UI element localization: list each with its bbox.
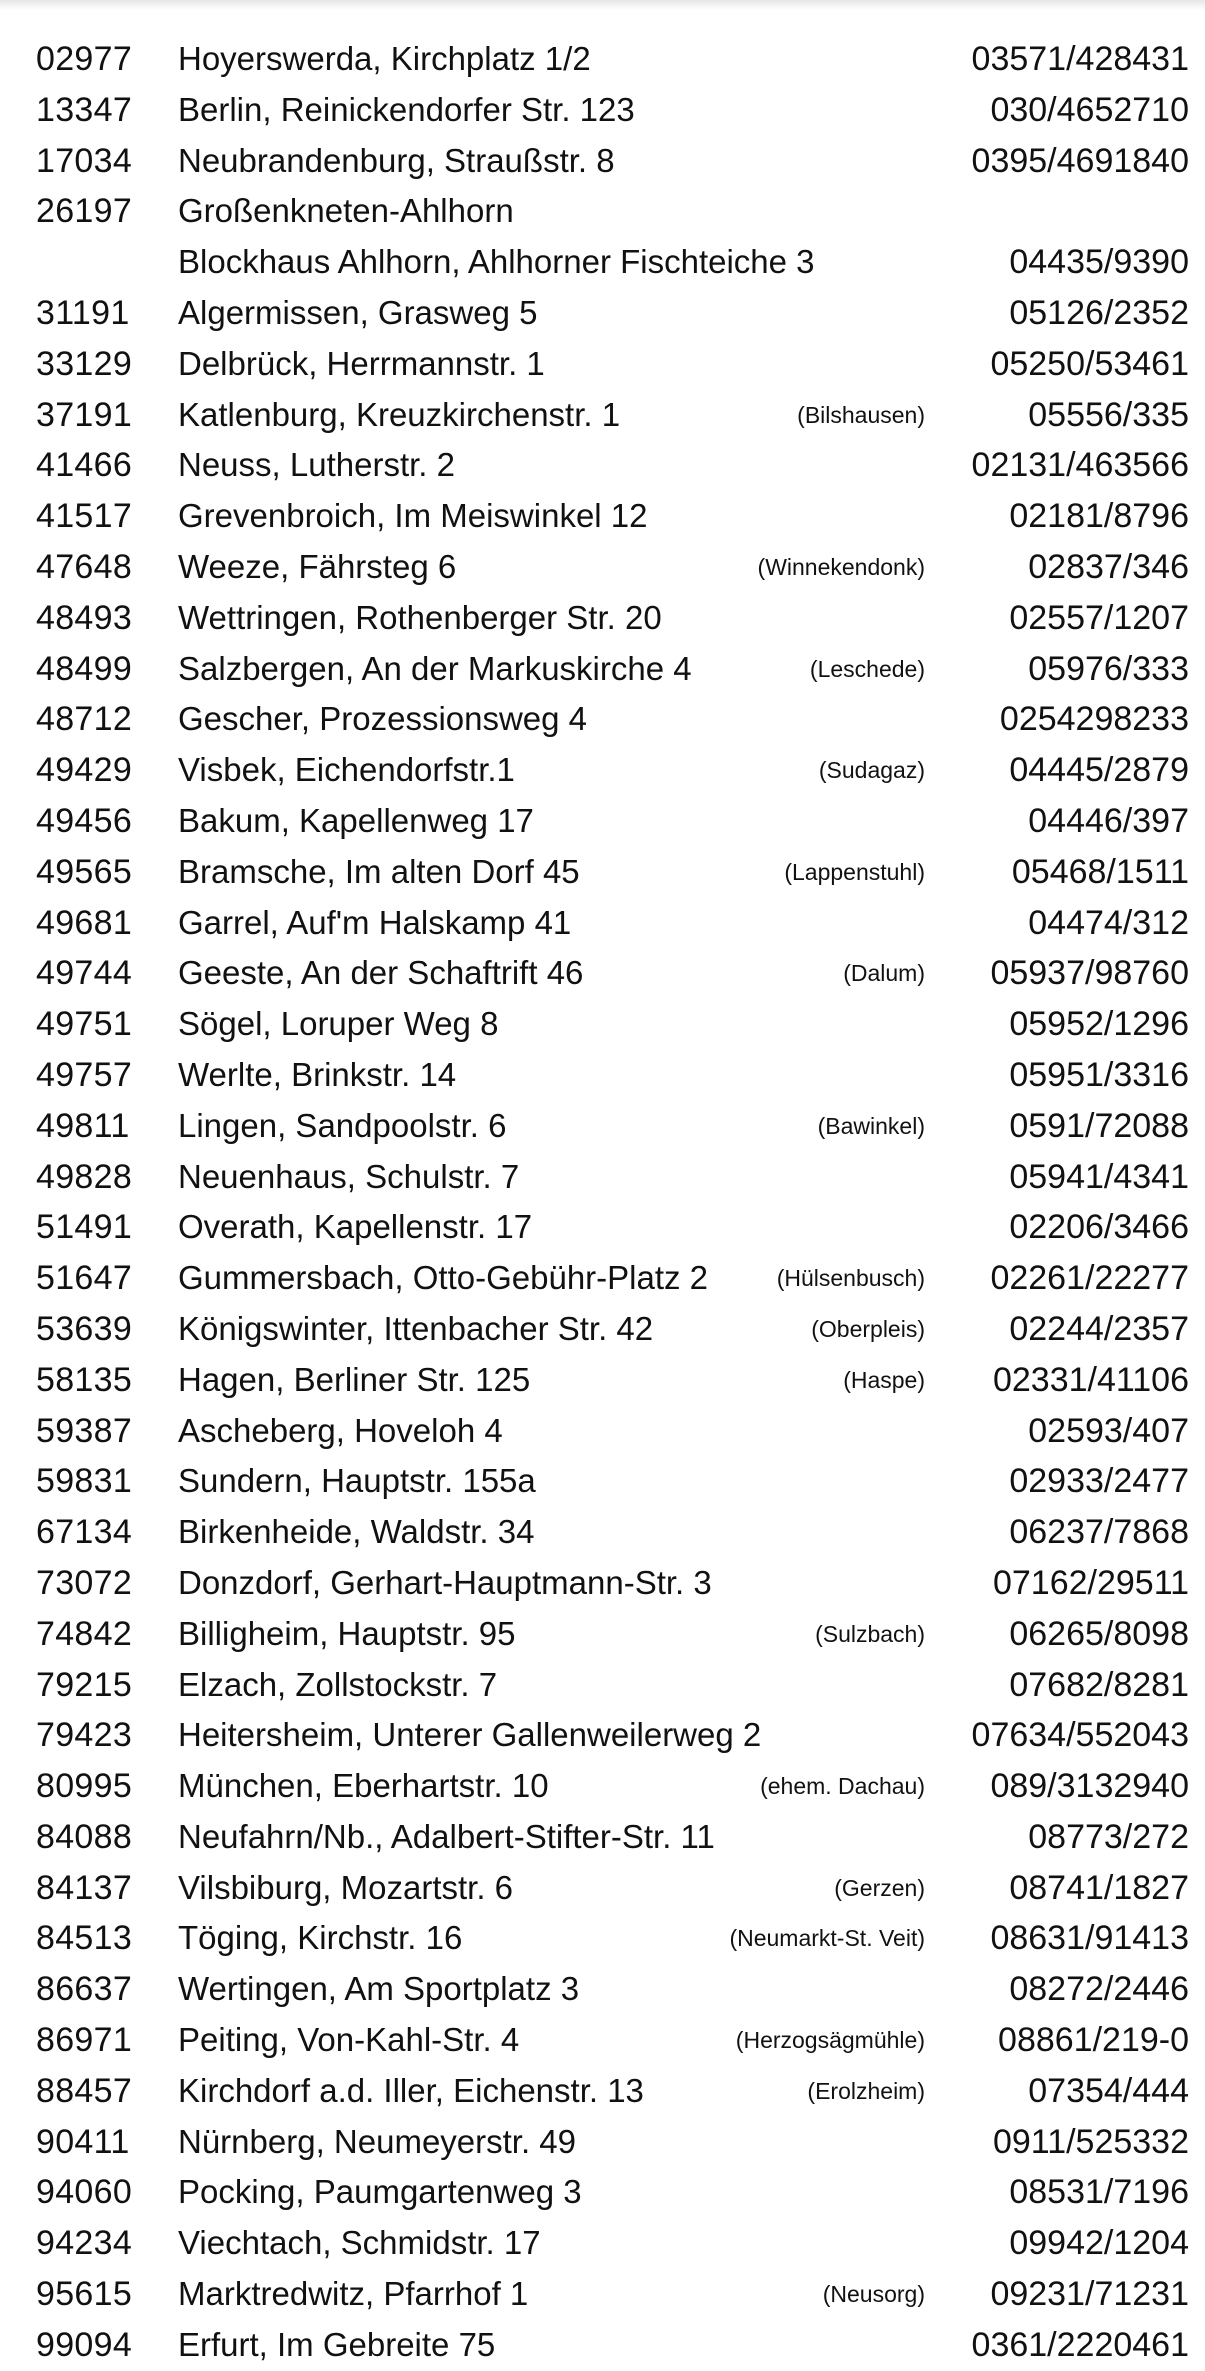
district-note: (Winnekendonk) (757, 553, 925, 580)
address-text: Hagen, Berliner Str. 125 (178, 1360, 531, 1398)
address-text: Viechtach, Schmidstr. 17 (178, 2224, 541, 2262)
postal-code: 49828 (36, 1157, 133, 1196)
postal-code: 49757 (36, 1055, 133, 1094)
address-row (0, 796, 1205, 847)
district-note: (Lappenstuhl) (784, 858, 925, 885)
phone-number: 05941/4341 (1009, 1157, 1189, 1196)
district-note: (Erolzheim) (807, 2077, 925, 2104)
phone-number: 08773/272 (1028, 1817, 1189, 1856)
postal-code: 26197 (36, 192, 133, 231)
address-text: Sundern, Hauptstr. 155a (178, 1462, 536, 1500)
address-row (0, 1913, 1205, 1964)
address-text: Erfurt, Im Gebreite 75 (178, 2325, 496, 2363)
postal-code: 94234 (36, 2224, 133, 2263)
postal-code: 58135 (36, 1360, 133, 1399)
postal-code: 51647 (36, 1259, 133, 1298)
postal-code: 02977 (36, 40, 133, 78)
phone-number: 02593/407 (1028, 1411, 1189, 1450)
phone-number: 04446/397 (1028, 801, 1189, 840)
address-row (0, 1304, 1205, 1355)
postal-code: 99094 (36, 2325, 133, 2364)
address-text: Nürnberg, Neumeyerstr. 49 (178, 2122, 577, 2160)
address-text: Gescher, Prozessionsweg 4 (178, 700, 588, 738)
postal-code: 48493 (36, 598, 133, 637)
address-text: Peiting, Von-Kahl-Str. 4 (178, 2021, 520, 2059)
address-text: Birkenheide, Waldstr. 34 (178, 1513, 535, 1551)
address-row (0, 440, 1205, 491)
address-text: Berlin, Reinickendorfer Str. 123 (178, 90, 635, 128)
postal-code: 49429 (36, 751, 133, 790)
address-row (0, 186, 1205, 237)
address-text: Marktredwitz, Pfarrhof 1 (178, 2275, 529, 2313)
address-row (0, 1710, 1205, 1761)
phone-number: 08272/2446 (1009, 1970, 1189, 2009)
phone-number: 08631/91413 (990, 1919, 1189, 1958)
phone-number: 02557/1207 (1009, 598, 1189, 637)
address-row (0, 1253, 1205, 1304)
address-row (0, 2015, 1205, 2066)
postal-code: 41466 (36, 446, 133, 485)
address-text: Neuenhaus, Schulstr. 7 (178, 1157, 520, 1195)
postal-code: 73072 (36, 1563, 133, 1602)
postal-code: 41517 (36, 497, 133, 536)
address-list (0, 34, 1205, 2371)
district-note: (Oberpleis) (811, 1315, 925, 1342)
address-row (0, 34, 1205, 85)
postal-code: 49751 (36, 1005, 133, 1044)
address-text: Billigheim, Hauptstr. 95 (178, 1614, 516, 1652)
postal-code: 59387 (36, 1411, 133, 1450)
address-text: Werlte, Brinkstr. 14 (178, 1055, 457, 1093)
district-note: (Dalum) (843, 960, 925, 987)
address-text: Grevenbroich, Im Meiswinkel 12 (178, 497, 648, 535)
scan-top-edge (0, 0, 1205, 10)
address-row (0, 1101, 1205, 1152)
postal-code: 84137 (36, 1868, 133, 1907)
address-text: Töging, Kirchstr. 16 (178, 1919, 463, 1957)
phone-number: 03571/428431 (971, 40, 1189, 78)
address-row (0, 339, 1205, 390)
phone-number: 04435/9390 (1009, 243, 1189, 282)
phone-number: 05976/333 (1028, 649, 1189, 688)
postal-code: 48499 (36, 649, 133, 688)
phone-number: 05556/335 (1028, 395, 1189, 434)
address-row (0, 2117, 1205, 2168)
address-text: Hoyerswerda, Kirchplatz 1/2 (178, 40, 591, 77)
postal-code: 79423 (36, 1716, 133, 1755)
postal-code: 59831 (36, 1462, 133, 1501)
postal-code: 48712 (36, 700, 133, 739)
address-row (0, 1152, 1205, 1203)
address-text: Katlenburg, Kreuzkirchenstr. 1 (178, 395, 621, 433)
phone-number: 08531/7196 (1009, 2173, 1189, 2212)
postal-code: 37191 (36, 395, 133, 434)
phone-number: 06265/8098 (1009, 1614, 1189, 1653)
phone-number: 02331/41106 (992, 1360, 1189, 1399)
address-row (0, 2269, 1205, 2320)
address-text: Salzbergen, An der Markuskirche 4 (178, 649, 692, 687)
address-text: Neufahrn/Nb., Adalbert-Stifter-Str. 11 (178, 1817, 715, 1855)
address-text: Algermissen, Grasweg 5 (178, 293, 538, 331)
address-row (0, 1660, 1205, 1711)
address-row (0, 136, 1205, 187)
postal-code: 47648 (36, 547, 133, 586)
postal-code: 13347 (36, 90, 133, 129)
postal-code: 94060 (36, 2173, 133, 2212)
address-text: Visbek, Eichendorfstr.1 (178, 751, 515, 789)
address-text: Bramsche, Im alten Dorf 45 (178, 852, 580, 890)
district-note: (Herzogsägmühle) (735, 2027, 925, 2054)
address-row (0, 1406, 1205, 1457)
postal-code: 90411 (36, 2122, 130, 2161)
address-text: Wertingen, Am Sportplatz 3 (178, 1970, 580, 2008)
address-text: Garrel, Auf'm Halskamp 41 (178, 903, 572, 941)
phone-number: 089/3132940 (990, 1767, 1189, 1806)
address-text: Overath, Kapellenstr. 17 (178, 1208, 533, 1246)
address-row (0, 288, 1205, 339)
address-row (0, 1558, 1205, 1609)
address-row (0, 1355, 1205, 1406)
address-text: Neuss, Lutherstr. 2 (178, 446, 455, 484)
district-note: (Sulzbach) (815, 1620, 925, 1647)
address-row (0, 491, 1205, 542)
postal-code: 49744 (36, 954, 133, 993)
address-row (0, 2167, 1205, 2218)
phone-number: 02837/346 (1028, 547, 1189, 586)
address-row (0, 2320, 1205, 2371)
phone-number: 0591/72088 (1009, 1106, 1189, 1145)
address-row (0, 898, 1205, 949)
address-row (0, 1202, 1205, 1253)
address-text: Donzdorf, Gerhart-Hauptmann-Str. 3 (178, 1563, 712, 1601)
address-row (0, 1456, 1205, 1507)
address-text: Bakum, Kapellenweg 17 (178, 801, 534, 839)
address-row (0, 1609, 1205, 1660)
phone-number: 030/4652710 (990, 90, 1189, 129)
address-text: Elzach, Zollstockstr. 7 (178, 1665, 498, 1703)
phone-number: 09231/71231 (990, 2275, 1189, 2314)
district-note: (Gerzen) (834, 1874, 925, 1901)
district-note: (Sudagaz) (818, 757, 925, 784)
phone-number: 05951/3316 (1009, 1055, 1189, 1094)
phone-number: 06237/7868 (1009, 1513, 1189, 1552)
address-row (0, 2218, 1205, 2269)
address-text: Blockhaus Ahlhorn, Ahlhorner Fischteiche 3 (178, 243, 815, 281)
district-note: (Haspe) (843, 1366, 925, 1393)
address-row (0, 85, 1205, 136)
postal-code: 74842 (36, 1614, 133, 1653)
district-note: (ehem. Dachau) (760, 1773, 925, 1800)
district-note: (Bilshausen) (797, 401, 925, 428)
phone-number: 0361/2220461 (971, 2325, 1189, 2364)
phone-number: 0911/525332 (992, 2122, 1189, 2161)
phone-number: 07634/552043 (971, 1716, 1189, 1755)
district-note: (Bawinkel) (817, 1112, 925, 1139)
address-row (0, 1050, 1205, 1101)
postal-code: 49811 (36, 1106, 130, 1145)
postal-code: 84513 (36, 1919, 133, 1958)
postal-code: 49456 (36, 801, 133, 840)
phone-number: 0395/4691840 (971, 141, 1189, 180)
address-row (0, 1812, 1205, 1863)
address-row (0, 390, 1205, 441)
address-row (0, 593, 1205, 644)
phone-number: 02261/22277 (990, 1259, 1189, 1298)
address-text: Wettringen, Rothenberger Str. 20 (178, 598, 662, 636)
phone-number: 02933/2477 (1009, 1462, 1189, 1501)
phone-number: 08741/1827 (1009, 1868, 1189, 1907)
phone-number: 05126/2352 (1009, 293, 1189, 332)
address-row (0, 1863, 1205, 1914)
postal-code: 31191 (36, 293, 130, 332)
address-text: Delbrück, Herrmannstr. 1 (178, 344, 545, 382)
phone-number: 07162/29511 (992, 1563, 1189, 1602)
address-text: Sögel, Loruper Weg 8 (178, 1005, 499, 1043)
district-note: (Hülsenbusch) (776, 1265, 925, 1292)
address-text: Ascheberg, Hoveloh 4 (178, 1411, 503, 1449)
address-row (0, 1761, 1205, 1812)
address-row (0, 1507, 1205, 1558)
address-text: Gummersbach, Otto-Gebühr-Platz 2 (178, 1259, 709, 1297)
address-row (0, 644, 1205, 695)
postal-code: 33129 (36, 344, 133, 383)
address-row (0, 999, 1205, 1050)
address-text: Vilsbiburg, Mozartstr. 6 (178, 1868, 514, 1906)
phone-number: 05952/1296 (1009, 1005, 1189, 1044)
address-text: Heitersheim, Unterer Gallenweilerweg 2 (178, 1716, 762, 1754)
district-note: (Leschede) (809, 655, 925, 682)
address-text: Weeze, Fährsteg 6 (178, 547, 457, 585)
phone-number: 02181/8796 (1009, 497, 1189, 536)
phone-number: 05468/1511 (1011, 852, 1189, 891)
phone-number: 05937/98760 (990, 954, 1189, 993)
postal-code: 17034 (36, 141, 133, 180)
address-row (0, 847, 1205, 898)
postal-code: 53639 (36, 1309, 133, 1348)
address-text: Neubrandenburg, Straußstr. 8 (178, 141, 615, 179)
address-text: Geeste, An der Schaftrift 46 (178, 954, 584, 992)
phone-number: 04445/2879 (1009, 751, 1189, 790)
postal-code: 84088 (36, 1817, 133, 1856)
postal-code: 88457 (36, 2071, 133, 2110)
address-text: München, Eberhartstr. 10 (178, 1767, 549, 1805)
district-note: (Neumarkt-St. Veit) (729, 1925, 925, 1952)
postal-code: 86971 (36, 2021, 133, 2060)
phone-number: 0254298233 (999, 700, 1189, 739)
district-note: (Neusorg) (822, 2281, 925, 2308)
phone-number: 02244/2357 (1009, 1309, 1189, 1348)
address-text: Kirchdorf a.d. Iller, Eichenstr. 13 (178, 2071, 644, 2109)
postal-code: 86637 (36, 1970, 133, 2009)
phone-number: 09942/1204 (1009, 2224, 1189, 2263)
phone-number: 08861/219-0 (998, 2021, 1189, 2060)
address-row (0, 237, 1205, 288)
phone-number: 07682/8281 (1009, 1665, 1189, 1704)
phone-number: 04474/312 (1028, 903, 1189, 942)
postal-code: 49565 (36, 852, 133, 891)
address-row (0, 542, 1205, 593)
postal-code: 49681 (36, 903, 133, 942)
address-row (0, 694, 1205, 745)
address-row (0, 745, 1205, 796)
postal-code: 79215 (36, 1665, 133, 1704)
postal-code: 80995 (36, 1767, 133, 1806)
address-text: Lingen, Sandpoolstr. 6 (178, 1106, 507, 1144)
postal-code: 51491 (36, 1208, 133, 1247)
phone-number: 05250/53461 (990, 344, 1189, 383)
address-row (0, 2066, 1205, 2117)
address-row (0, 1964, 1205, 2015)
address-text: Königswinter, Ittenbacher Str. 42 (178, 1309, 654, 1347)
address-text: Großenkneten-Ahlhorn (178, 192, 514, 230)
phone-number: 07354/444 (1028, 2071, 1189, 2110)
address-row (0, 948, 1205, 999)
phone-number: 02206/3466 (1009, 1208, 1189, 1247)
postal-code: 67134 (36, 1513, 133, 1552)
phone-number: 02131/463566 (971, 446, 1189, 485)
postal-code: 95615 (36, 2275, 133, 2314)
address-text: Pocking, Paumgartenweg 3 (178, 2173, 582, 2211)
